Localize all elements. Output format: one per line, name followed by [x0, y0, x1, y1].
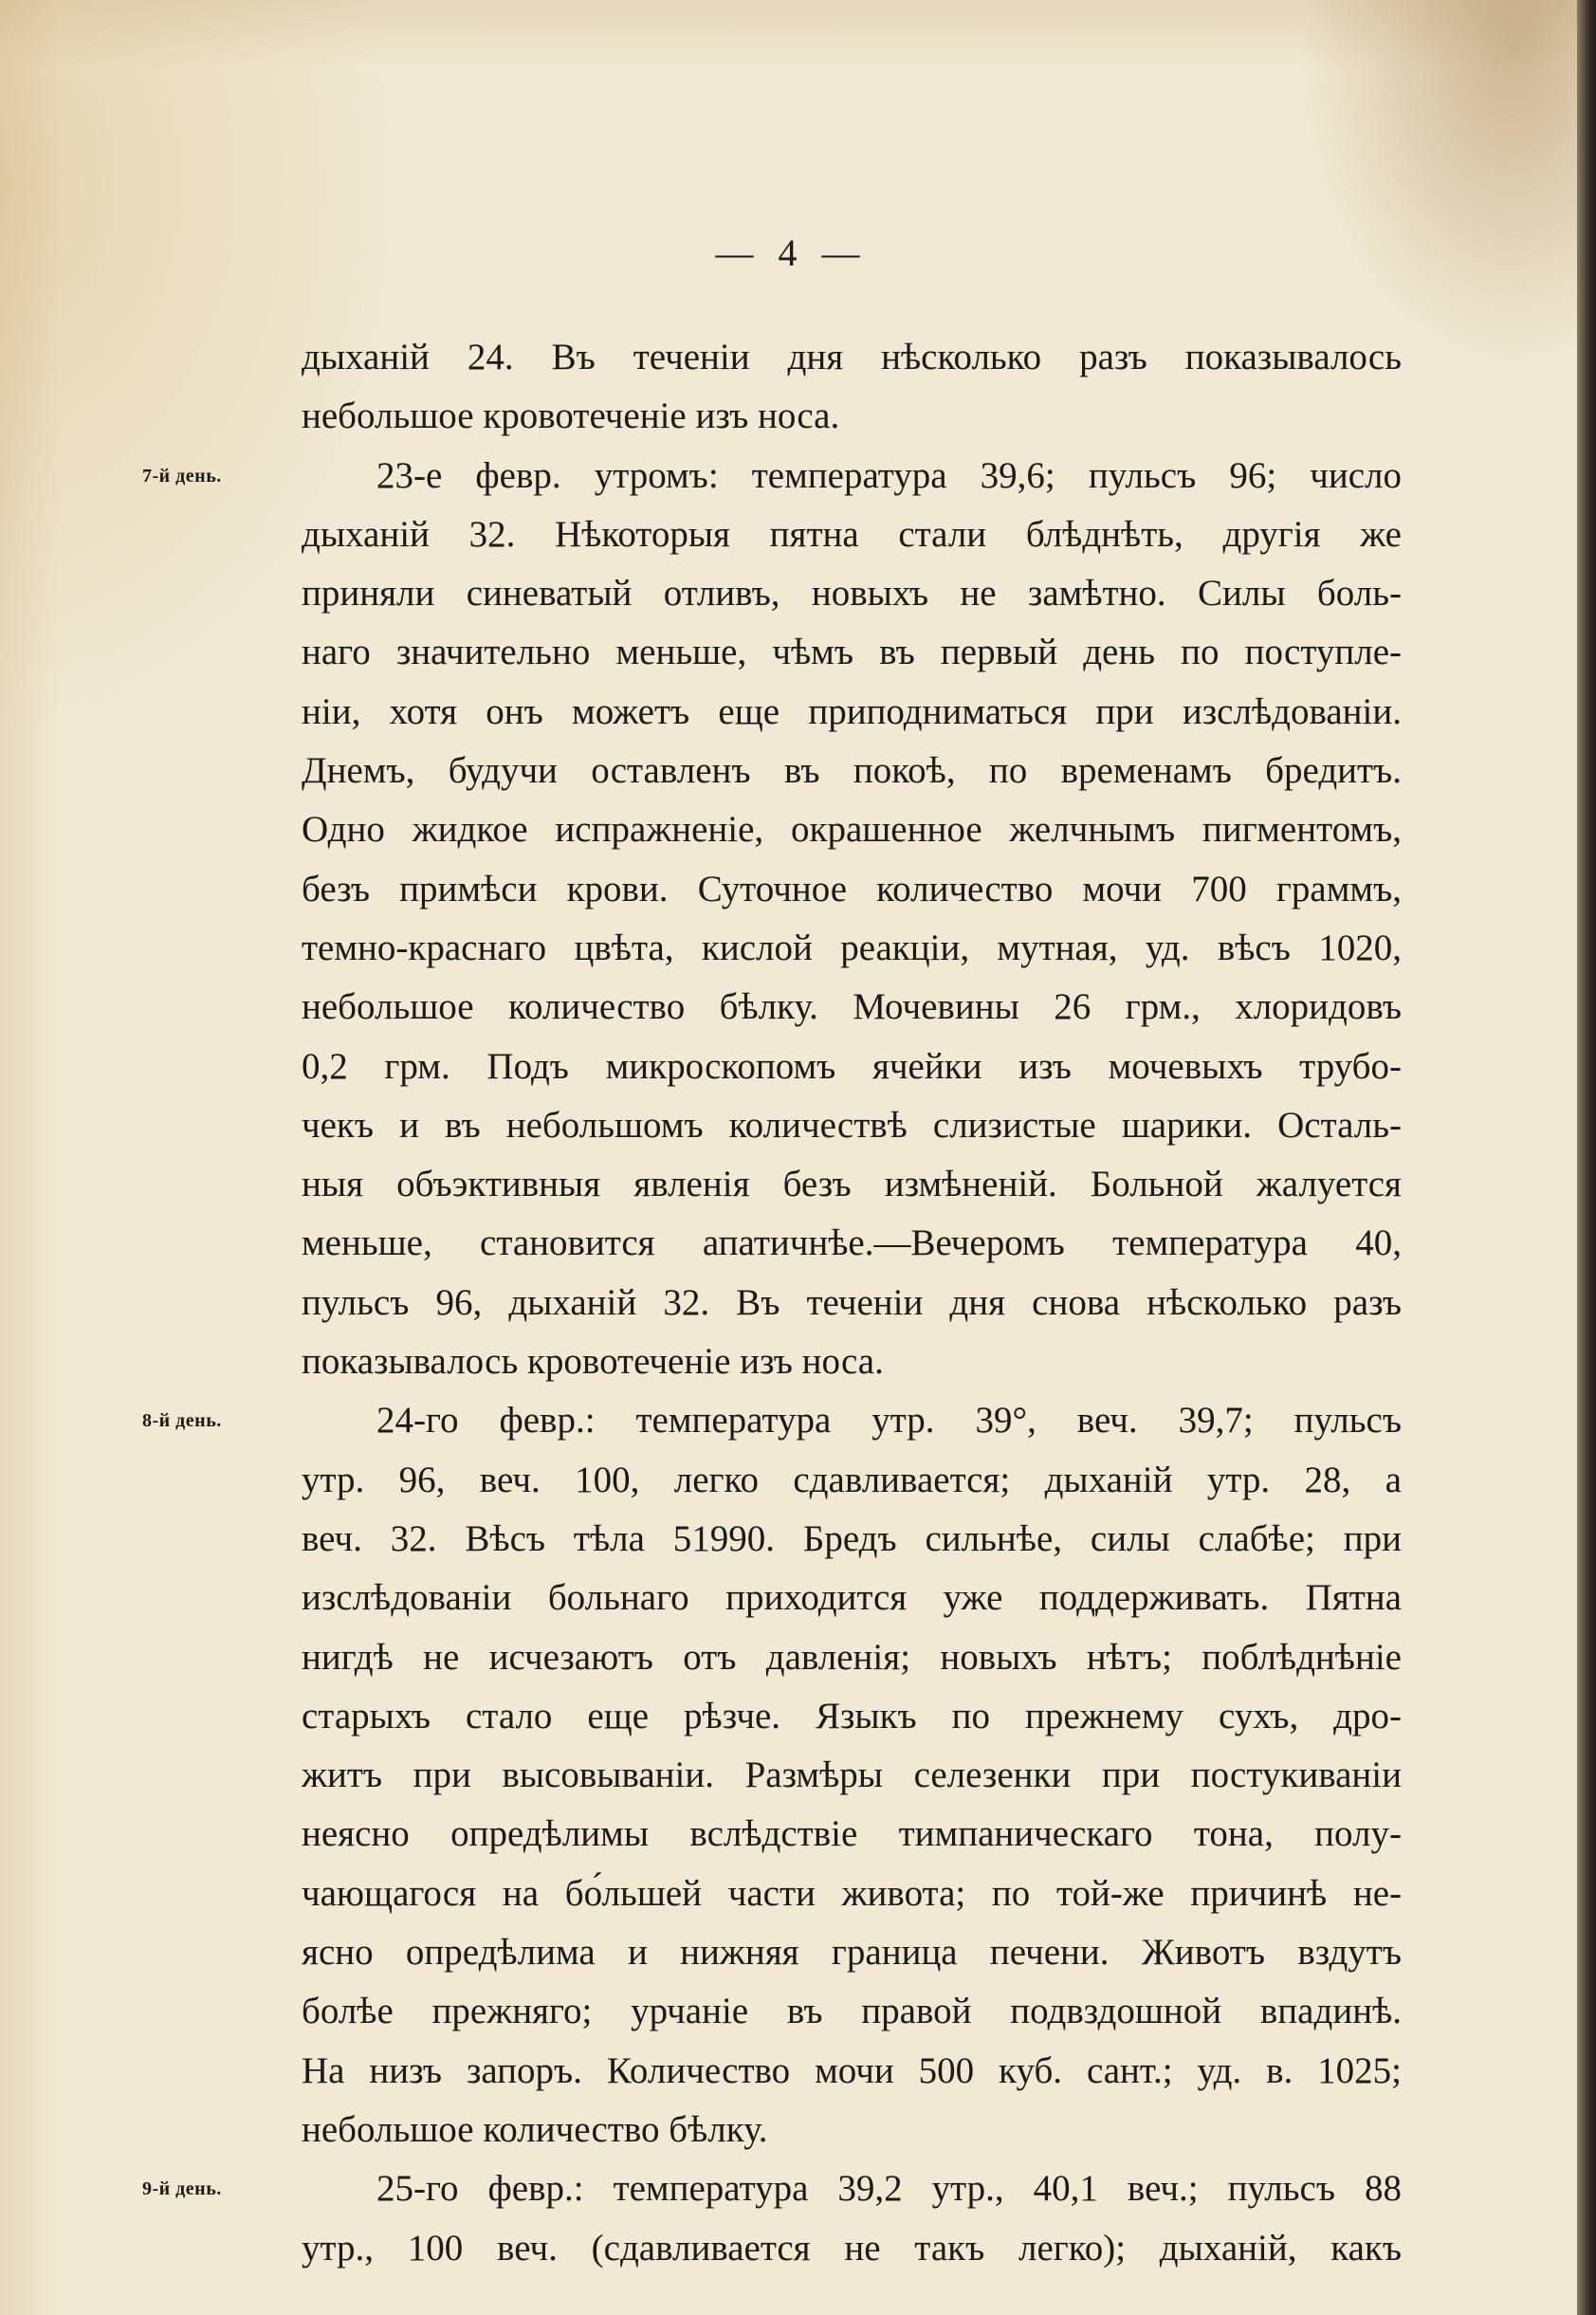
text-line: ніи, хотя онъ можетъ еще приподниматься при изслѣдованіи. — [302, 690, 1402, 732]
text-line: наго значительно меньше, чѣмъ въ первый день по поступле- — [302, 632, 1402, 673]
text-line: приняли синеватый отливъ, новыхъ не замѣтно. Силы боль- — [302, 573, 1402, 615]
text-line: дыханій 32. Нѣкоторыя пятна стали блѣднѣть, другія же — [302, 513, 1402, 555]
text-line: веч. 32. Вѣсъ тѣла 51990. Бредъ сильнѣе, силы слабѣе; при — [302, 1517, 1402, 1559]
text-line: небольшое количество бѣлку. — [302, 2108, 768, 2150]
text-line: небольшое кровотеченіе изъ носа. — [302, 395, 840, 437]
text-line: 9-й день. 25-го февр.: температура 39,2 утр., 40,1 веч.; пульсъ 88 — [0, 2159, 1577, 2218]
text-line: пульсъ 96, дыханій 32. Въ теченіи дня снова нѣсколько разъ — [302, 1281, 1402, 1323]
page-number: — 4 — — [715, 231, 862, 274]
text-line: житъ при высовываніи. Размѣры селезенки при постукиваніи — [302, 1755, 1402, 1796]
text-line: дыханій 24. Въ теченіи дня нѣсколько разъ показывалось — [302, 337, 1402, 377]
text-line: нигдѣ не исчезаютъ отъ давленія; новыхъ нѣтъ; поблѣднѣніе — [302, 1636, 1402, 1678]
text-line: неясно опредѣлимы вслѣдствіе тимпаническаго тона, полу- — [302, 1813, 1402, 1855]
text-line: 0,2 грм. Подъ микроскопомъ ячейки изъ мочевыхъ трубо- — [302, 1045, 1402, 1087]
text-line: меньше, становится апатичнѣе.—Вечеромъ температура 40, — [302, 1222, 1402, 1264]
text-line: ныя объэктивныя явленія безъ измѣненій. Больной жалуется — [302, 1164, 1402, 1205]
text-line: 7-й день. 23-е февр. утромъ: температура 39,6; пульсъ 96; число — [0, 447, 1577, 505]
text-line: чающагося на бо́льшей части живота; по той-же причинѣ не- — [302, 1872, 1402, 1914]
margin-note-day8: 8-й день. — [142, 1410, 222, 1432]
page-edge — [1577, 0, 1596, 2315]
text-line: Днемъ, будучи оставленъ въ покоѣ, по временамъ бредитъ. — [302, 750, 1402, 792]
margin-note-day9: 9-й день. — [142, 2178, 222, 2200]
text-line: изслѣдованіи больнаго приходится уже поддерживать. Пятна — [302, 1577, 1402, 1619]
text-line: показывалось кровотеченіе изъ носа. — [302, 1341, 884, 1383]
text-line: чекъ и въ небольшомъ количествѣ слизистые шарики. Осталь- — [302, 1104, 1402, 1146]
text-line: утр. 96, веч. 100, легко сдавливается; дыханій утр. 28, а — [302, 1459, 1402, 1500]
text-line: темно-краснаго цвѣта, кислой реакціи, мутная, уд. вѣсъ 1020, — [302, 927, 1402, 968]
text-line: 8-й день. 24-го февр.: температура утр. 39°, веч. 39,7; пульсъ — [0, 1391, 1577, 1450]
text-line: небольшое количество бѣлку. Мочевины 26 грм., хлоридовъ — [302, 986, 1402, 1028]
margin-note-day7: 7-й день. — [142, 465, 222, 487]
text-line: Одно жидкое испражненіе, окрашенное желчнымъ пигментомъ, — [302, 809, 1402, 851]
text-line: болѣе прежняго; урчаніе въ правой подвздошной впадинѣ. — [302, 1991, 1402, 2032]
text-line: старыхъ стало еще рѣзче. Языкъ по прежнему сухъ, дро- — [302, 1695, 1402, 1736]
text-line: безъ примѣси крови. Суточное количество мочи 700 граммъ, — [302, 868, 1402, 909]
text-line: ясно опредѣлима и нижняя граница печени. Животъ вздутъ — [302, 1932, 1402, 1974]
text-line: На низъ запоръ. Количество мочи 500 куб. сант.; уд. в. 1025; — [302, 2049, 1402, 2091]
text-line: утр., 100 веч. (сдавливается не такъ легко); дыханій, какъ — [302, 2227, 1402, 2269]
body-text — [0, 328, 1577, 2278]
